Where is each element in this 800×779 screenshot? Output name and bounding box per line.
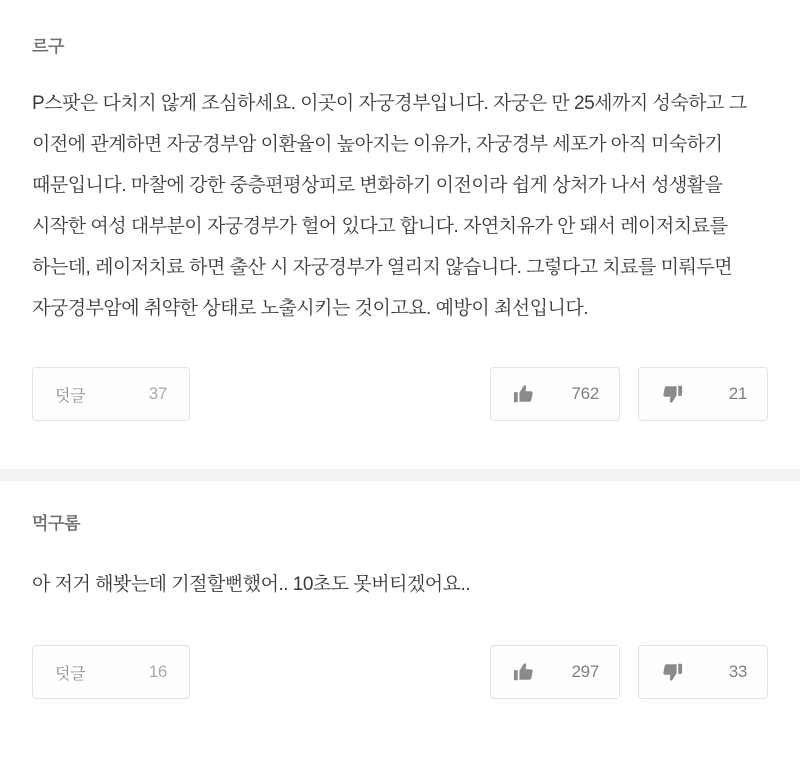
dislike-count: 33	[728, 662, 747, 681]
reply-count: 37	[148, 384, 167, 403]
reply-label: 덧글	[55, 665, 86, 683]
thumbs-down-icon	[661, 661, 683, 683]
comment-actions	[32, 645, 768, 699]
dislike-button[interactable]	[638, 367, 768, 421]
comment-body: 아 저거 해봣는데 기절할뻔했어.. 10초도 못버티겠어요..	[32, 574, 471, 595]
like-button[interactable]	[490, 367, 620, 421]
like-count: 762	[571, 384, 599, 403]
comment-item	[0, 481, 800, 699]
comment-author[interactable]: 먹구롬	[32, 514, 81, 533]
comment-actions	[32, 367, 768, 421]
dislike-count: 21	[728, 384, 747, 403]
comment-body: P스팟은 다치지 않게 조심하세요. 이곳이 자궁경부입니다. 자궁은 만 25세까지 성숙하고 그 이전에 관계하면 자궁경부암 이환율이 높아지는 이유가, 자궁경부 세포가 아직 미숙하기 때문입니다. 마찰에 강한 중층편평상피로 변화하기 이전이라 쉽게 상처가 나서 성생활을 시작한 여성 대부분이 자궁경부가 헐어 있다고 합니다. 자연치유가 안 돼서 레이저치료를 하는데, 레이저치료 하면 출산 시 자궁경부가 열리지 않습니다. 그렇다고 치료를 미뤄두면 자궁경부암에 취약한 상태로 노출시키는 것이고요. 예방이 최선입니다.	[32, 93, 752, 319]
reply-label: 덧글	[55, 387, 86, 405]
space-below-actions	[0, 421, 800, 469]
comment-author[interactable]: 르구	[32, 37, 65, 56]
dislike-button[interactable]	[638, 645, 768, 699]
like-button[interactable]	[490, 645, 620, 699]
like-count: 297	[571, 662, 599, 681]
reply-button[interactable]	[32, 645, 190, 699]
section-divider	[0, 469, 800, 481]
reply-count: 16	[148, 662, 167, 681]
thumbs-up-icon	[513, 661, 535, 683]
thumbs-up-icon	[513, 383, 535, 405]
thumbs-down-icon	[661, 383, 683, 405]
reply-button[interactable]	[32, 367, 190, 421]
